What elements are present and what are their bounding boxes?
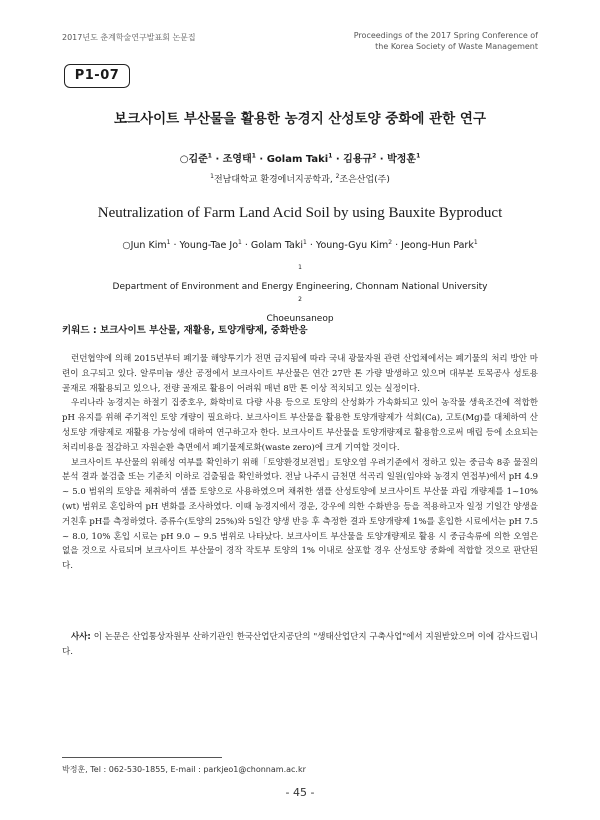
affiliation-1: 전남대학교 환경에너지공학과, [213, 175, 333, 185]
abstract-body [62, 352, 538, 574]
author-name: Young-Gyu Kim [315, 240, 389, 251]
author-separator: · [306, 240, 316, 251]
affiliation-english [0, 263, 600, 327]
affil-mark: 1 [298, 264, 302, 271]
author-name: Golam Taki [266, 154, 329, 165]
running-header-right-line1: Proceedings of the 2017 Spring Conference of [353, 31, 538, 40]
title-english: Neutralization of Farm Land Acid Soil by using Bauxite Byproduct [97, 205, 503, 221]
author-affil-mark: 2 [388, 238, 393, 246]
author-separator: · [241, 240, 251, 251]
page-number: - 45 - [285, 786, 315, 799]
author-affil-mark: 1 [473, 238, 478, 246]
affil-mark: 2 [335, 173, 340, 180]
author-separator: · [255, 154, 267, 165]
authors-english [0, 240, 600, 251]
author-affil-mark: 1 [303, 238, 307, 246]
running-header-right-line2: the Korea Society of Waste Management [375, 42, 538, 51]
author-separator: · [376, 154, 388, 165]
affil-mark: 1 [210, 173, 214, 180]
running-header-left: 2017년도 춘계학술연구발표회 논문집 [62, 33, 196, 42]
paragraph: 우리나라 농경지는 하절기 집중호우, 화학비료 다량 사용 등으로 토양의 산성화가 가속화되고 있어 농작물 생육조건에 적합한 pH 유지를 위해 주기적인 토양 개량이 필요하다. 보크사이트 부산물을 활용한 토양개량제가 석회(Ca), 고토(Mg)를 대체하여 산성토양 개량제로 재활용 가능성에 대하여 연구하고자 한다. 보크사이트 부산물을 토양개량제로 활용함으로써 매립 등에 소요되는 처리비용을 절감하고 자원순환 측면에서 폐기물제로화(waste zero)에 크게 기여할 것이다. [62, 398, 538, 453]
paragraph: 런던협약에 의해 2015년부터 폐기물 해양투기가 전면 금지됨에 따라 국내 광물자원 관련 산업체에서는 폐기물의 처리 방안 마련이 요구되고 있다. 알루미늄 생산 공정에서 보크사이트 부산물은 연간 27만 톤 가량 발생하고 있으며 대부분 토목공사 성토용 골재로 재활용되고 있으나, 전량 골재로 활용이 어려워 매년 8만 톤 이상 적치되고 있는 실정이다. [62, 354, 538, 394]
authors-korean [0, 150, 600, 165]
affiliation-korean [0, 172, 600, 185]
author-affil-mark: 1 [328, 152, 333, 160]
running-header-right [354, 30, 538, 52]
author-separator: · [211, 154, 223, 165]
affil-mark: 2 [298, 296, 302, 303]
author-separator: · [170, 240, 180, 251]
author-marker: ○ [179, 154, 189, 165]
affiliation-2: 조은산업(주) [339, 175, 390, 185]
author-name: Golam Taki [250, 240, 304, 251]
author-separator: · [332, 154, 344, 165]
keywords: 키워드 : 보크사이트 부산물, 재활용, 토양개량제, 중화반응 [62, 325, 308, 336]
paper-code-badge: P1-07 [64, 64, 130, 88]
author-affil-mark: 1 [416, 152, 421, 160]
acknowledgement-text: 이 논문은 산업통상자원부 산하기관인 한국산업단지공단의 "생태산업단지 구축사업"에서 지원받았으며 이에 감사드립니다. [62, 632, 538, 657]
author-affil-mark: 1 [251, 152, 256, 160]
footnote-rule [62, 757, 222, 758]
acknowledgement-label: 사사: [71, 632, 91, 642]
affiliation-1-text: Department of Environment and Energy Engineering, Chonnam National University [112, 282, 488, 292]
acknowledgement [62, 630, 538, 660]
paragraph: 보크사이트 부산물의 위해성 여부를 확인하기 위해「토양환경보전법」토양오염 우려기준에서 정하고 있는 중금속 8종 물질의 분석 결과 불검출 또는 기준치 이하로 검출됨을 확인하였다. 전남 나주시 금천면 석곡리 일원(임야와 농경지 연접부)에서 pH 4.9 ~ 5.0 범위의 토양을 채취하여 샘플 토양으로 사용하였으며 채취한 샘플 산성토양에 보크사이트 부산물 과립 개량제를 1~10%(wt) 범위로 혼입하여 pH 변화를 조사하였다. 이때 농경지에서 경운, 강우에 의한 수화반응 등을 적용하고자 일정 기일간 양생을 거친후 pH를 측정하였다. 증류수(토양의 25%)와 5일간 양생 반응 후 측정한 결과 토양개량제 1%를 혼입한 시료에서는 pH 7.5 ~ 8.0, 10% 혼입 시료는 pH 9.0 ~ 9.5 범위로 나타났다. 보크사이트 부산물을 토양개량제로 활용 시 중금속류에 의한 오염은 없을 것으로 사료되며 보크사이트 부산물이 경작 작토부 토양의 1% 이내로 살포할 경우 산성토양 중화에 적합할 것으로 판단된다. [62, 457, 538, 572]
author-name: 김용규 [343, 154, 373, 165]
affiliation-1 [0, 263, 600, 295]
author-separator: · [392, 240, 402, 251]
author-affil-mark: 1 [238, 238, 242, 246]
author-affil-mark: 2 [372, 152, 377, 160]
title-korean: 보크사이트 부산물을 활용한 농경지 산성토양 중화에 관한 연구 [114, 111, 486, 127]
author-name: 박정훈 [387, 154, 417, 165]
author-name: 김준 [188, 154, 208, 165]
author-name: Young-Tae Jo [179, 240, 239, 251]
author-name: Jeong-Hun Park [401, 240, 474, 251]
author-name: Jun Kim [130, 240, 167, 251]
affiliation-2-text: Choeunsaneop [266, 314, 334, 324]
author-affil-mark: 1 [166, 238, 171, 246]
author-marker: ○ [122, 240, 131, 251]
author-affil-mark: 1 [207, 152, 212, 160]
author-name: 조영태 [222, 154, 252, 165]
footnote: 박정훈, Tel : 062-530-1855, E-mail : parkjeo1@chonnam.ac.kr [62, 765, 306, 774]
